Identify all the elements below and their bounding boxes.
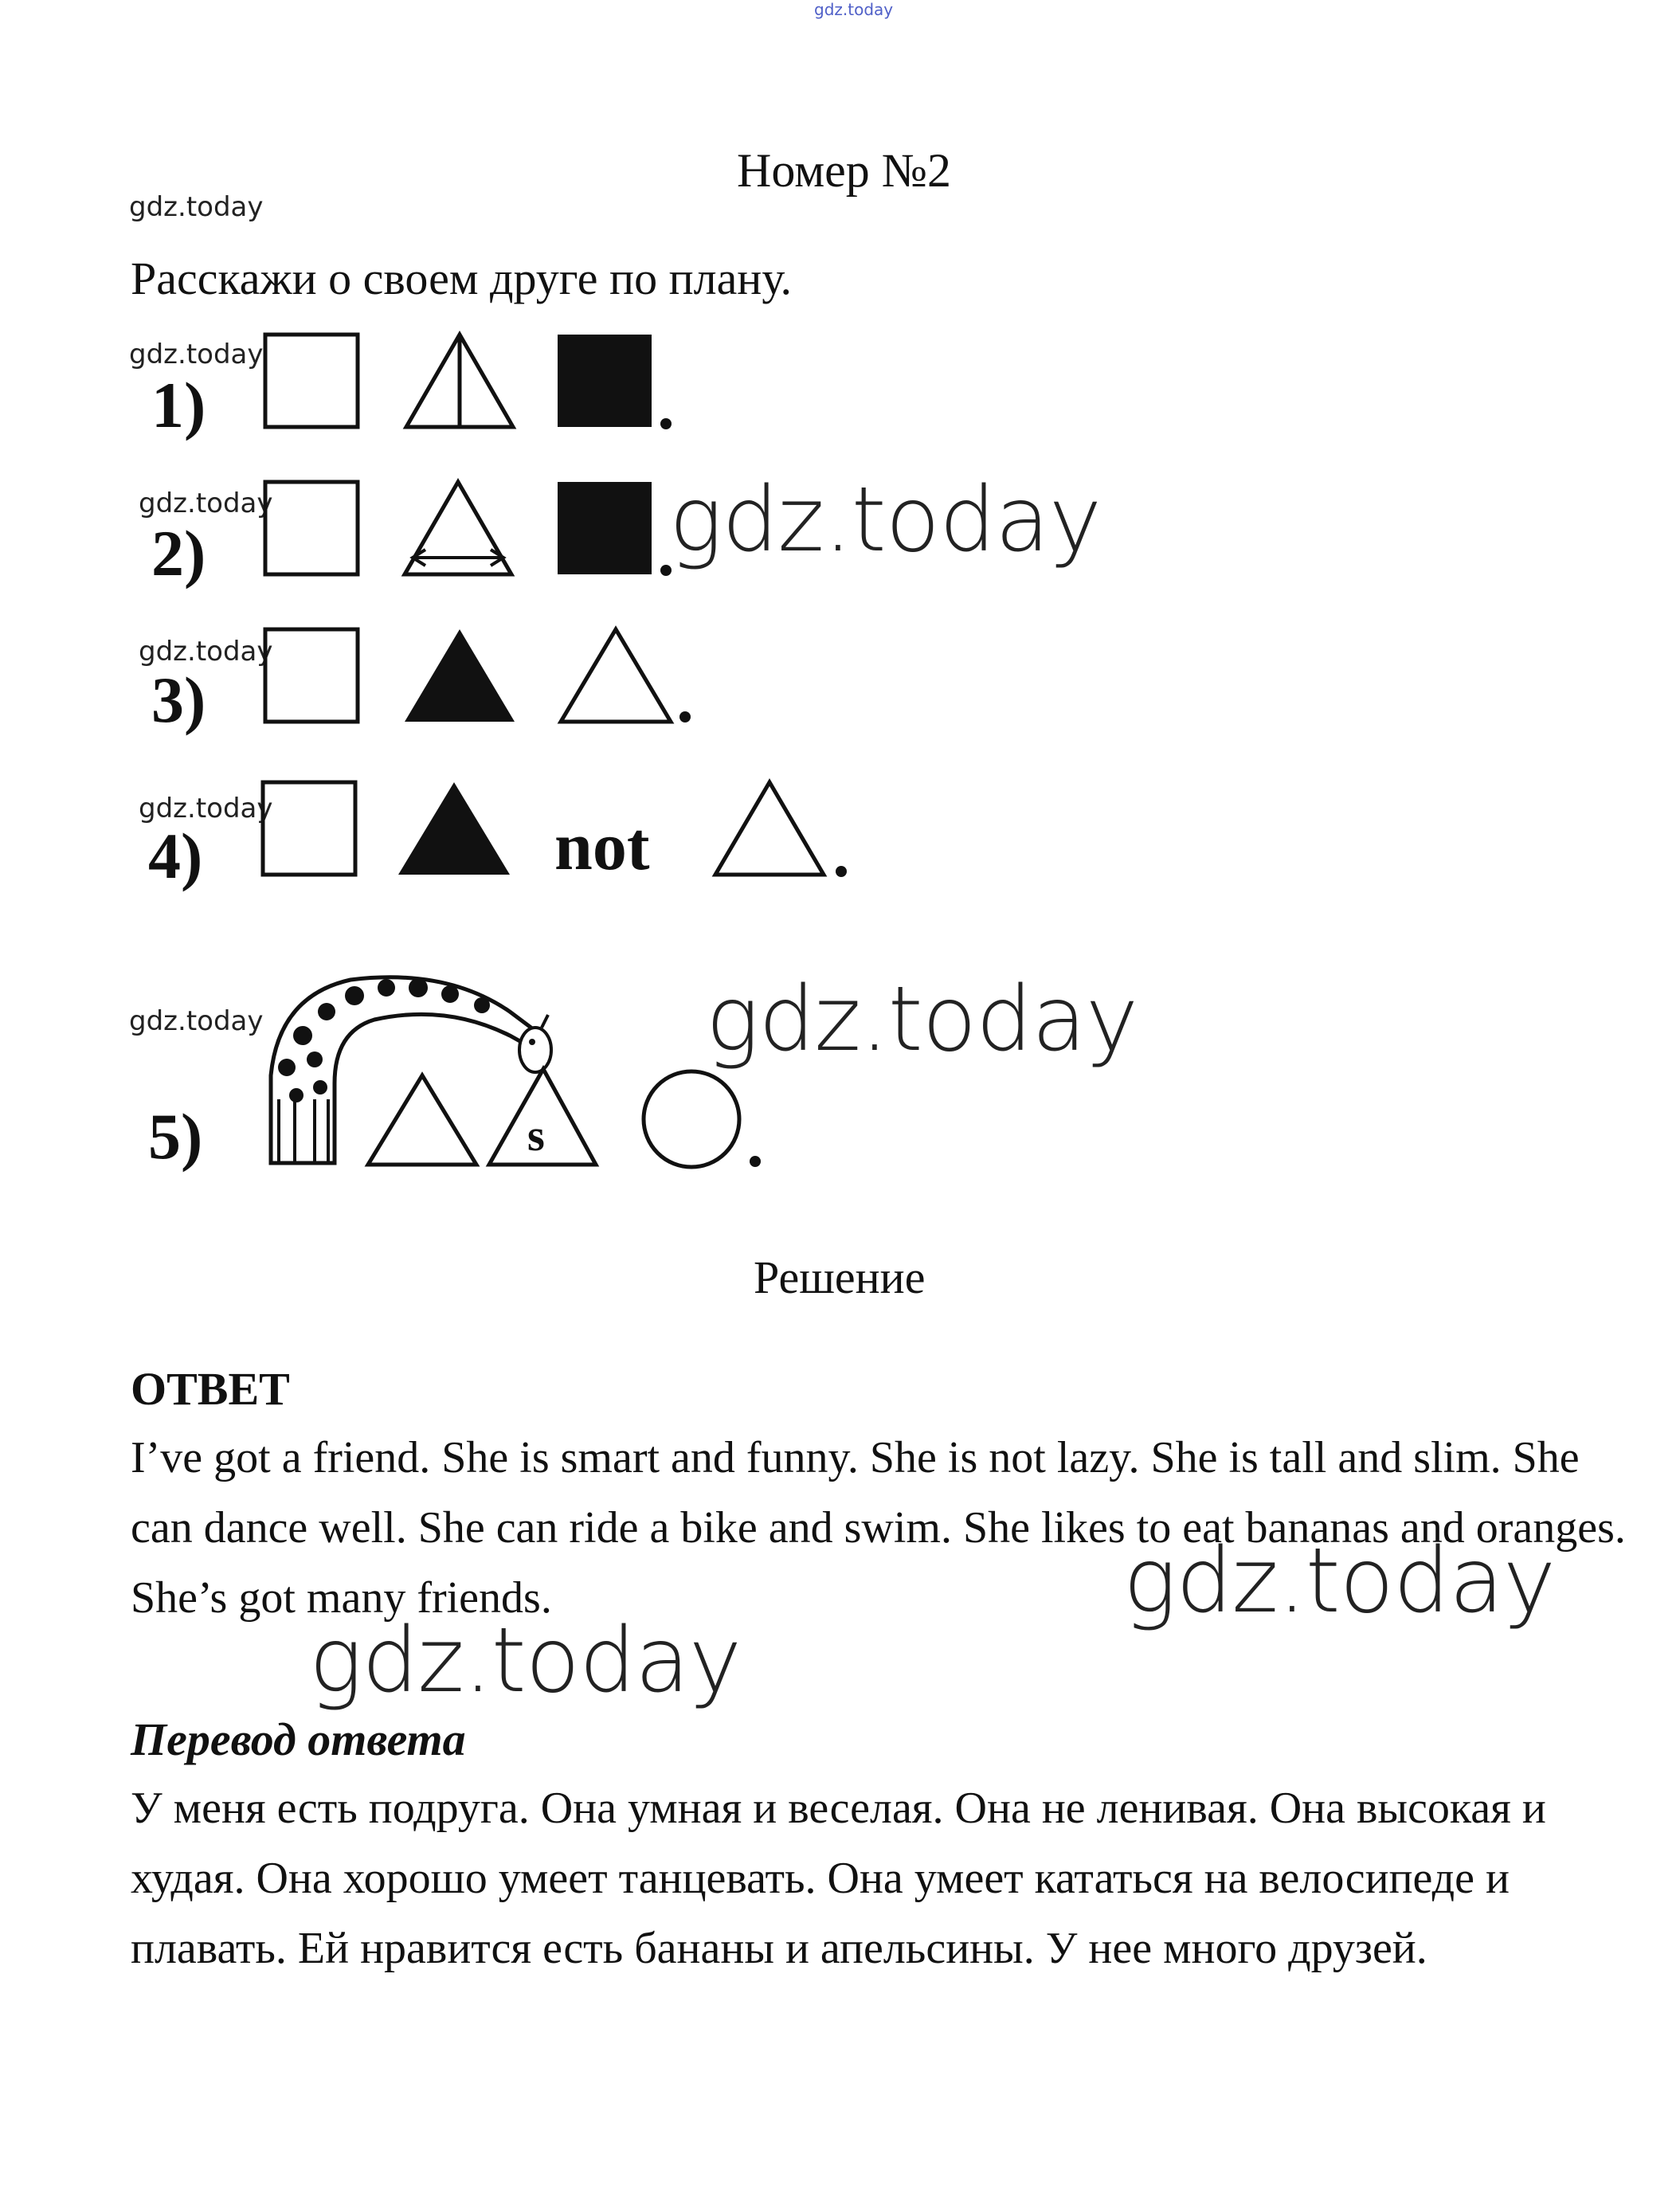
watermark-small-2: gdz.today [129, 339, 264, 370]
answer-heading: ОТВЕТ [131, 1363, 290, 1415]
answer-text: I’ve got a friend. She is smart and funny. She is not lazy. She is tall and slim. She can dance well. She can ride a bike and swim. She likes to eat bananas and oranges. She’s got many friends. [131, 1433, 1626, 1623]
plan-item-4-number: 4) [148, 820, 203, 892]
page-title: Номер №2 [737, 144, 952, 197]
plan-item-1-number: 1) [151, 369, 206, 441]
plan-item-5-number: 5) [148, 1100, 203, 1173]
triangle-outline-icon [368, 1075, 476, 1165]
plan-item-2-number: 2) [151, 517, 206, 589]
watermark-big-1: gdz.today [669, 468, 1102, 572]
watermark-big-2: gdz.today [706, 968, 1138, 1071]
plan-item-3-number: 3) [151, 664, 206, 736]
solution-heading: Решение [754, 1251, 926, 1303]
circle-outline-icon [644, 1071, 739, 1167]
watermark-small-4: gdz.today [139, 636, 273, 668]
period-dot [750, 1156, 761, 1167]
watermark-top: gdz.today [814, 0, 894, 19]
giraffe-icon [271, 977, 551, 1165]
watermark-small-1: gdz.today [129, 191, 264, 223]
watermark-big-3: gdz.today [1123, 1529, 1556, 1633]
translation-heading: Перевод ответа [131, 1713, 466, 1765]
plan-item-4-word: not [554, 808, 650, 884]
watermark-small-5: gdz.today [139, 793, 273, 824]
watermark-small-3: gdz.today [139, 488, 273, 519]
instruction-text: Расскажи о своем друге по плану. [131, 253, 793, 304]
triangle-letter: s [527, 1111, 545, 1161]
watermark-big-4: gdz.today [309, 1609, 742, 1713]
watermark-small-6: gdz.today [129, 1005, 264, 1037]
translation-text: У меня есть подруга. Она умная и веселая. Она не ленивая. Она высокая и худая. Она хорошо умеет танцевать. Она умеет кататься на велосипеде и плавать. Ей нравится есть бананы и апельсины. У нее много друзей. [131, 1784, 1546, 1973]
